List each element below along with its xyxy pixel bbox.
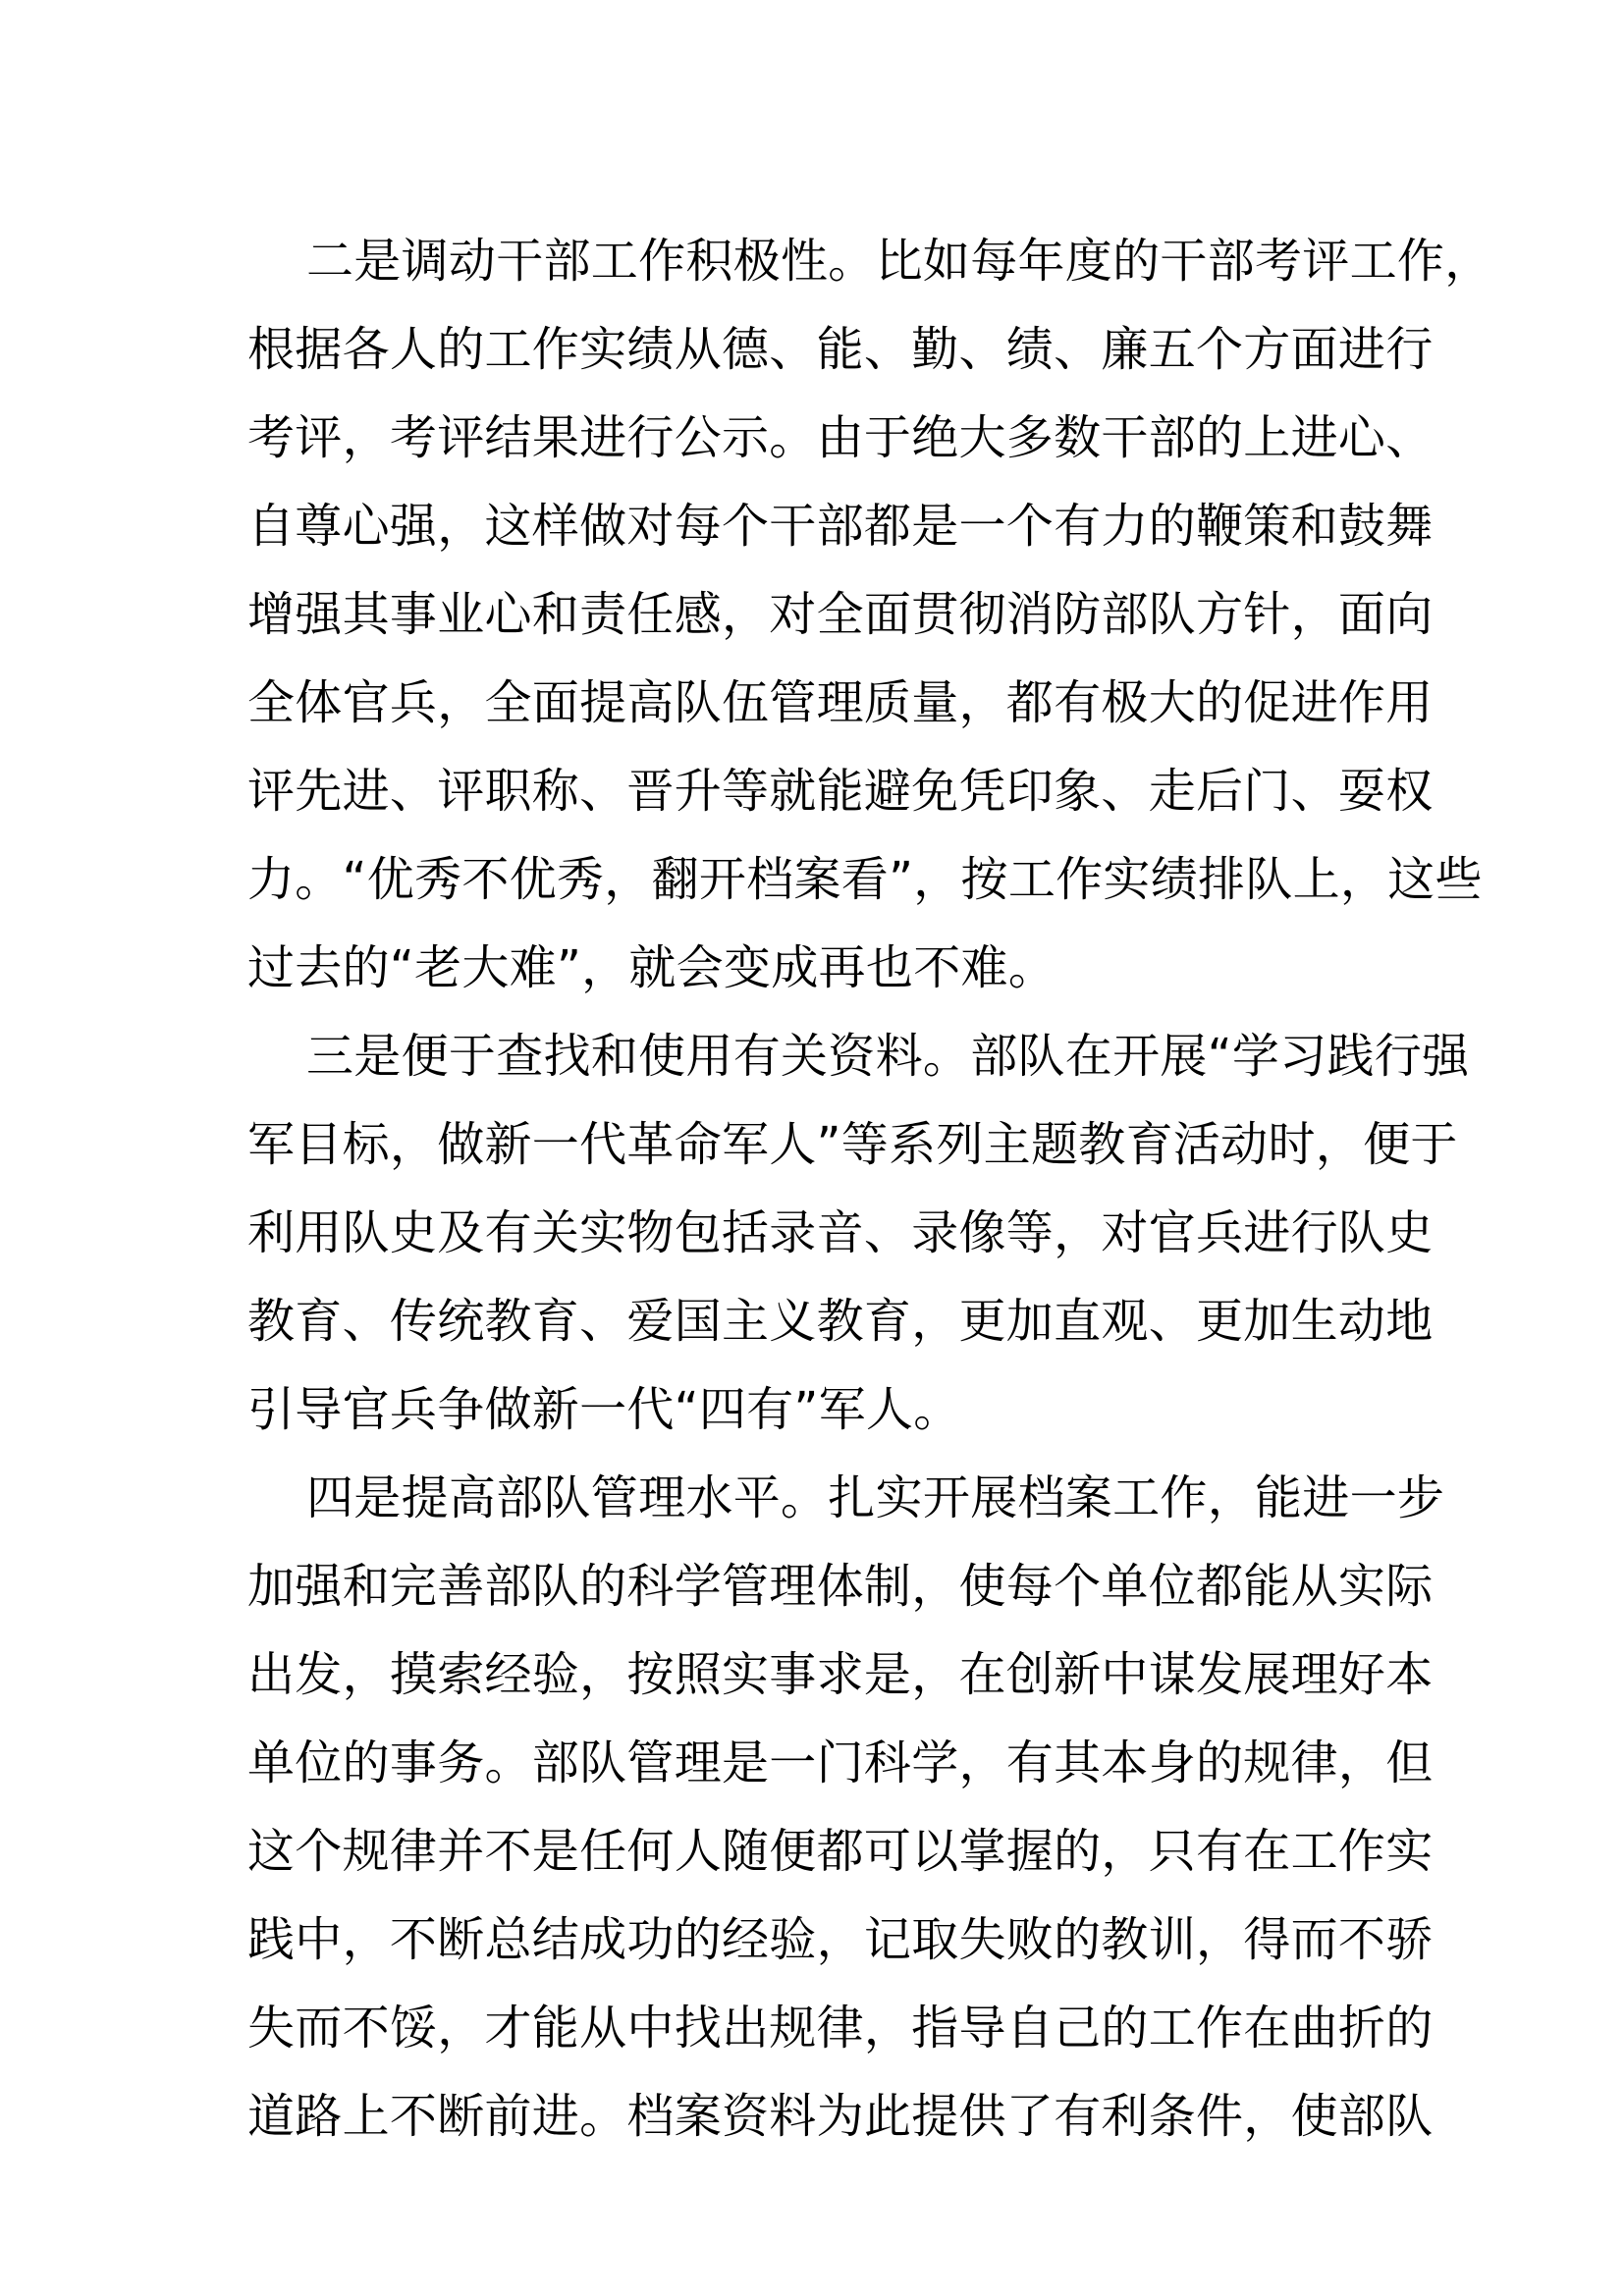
paragraph-line: 道路上不断前进。档案资料为此提供了有利条件，使部队 — [247, 2089, 1434, 2144]
paragraph-line: 失而不馁，才能从中找出规律，指导自己的工作在曲折的 — [247, 2001, 1434, 2056]
paragraph-line: 增强其事业心和责任感，对全面贯彻消防部队方针，面向 — [247, 587, 1434, 642]
paragraph-line: 过去的“老大难”，就会变成再也不难。 — [247, 940, 1056, 995]
paragraph-line: 军目标，做新一代革命军人”等系列主题教育活动时，便于 — [247, 1117, 1458, 1172]
paragraph-line: 出发，摸索经验，按照实事求是，在创新中谋发展理好本 — [247, 1647, 1434, 1702]
paragraph-line: 三是便于查找和使用有关资料。部队在开展“学习践行强 — [306, 1029, 1470, 1084]
paragraph-line: 四是提高部队管理水平。扎实开展档案工作，能进一步 — [306, 1470, 1445, 1525]
paragraph-line: 教育、传统教育、爱国主义教育，更加直观、更加生动地 — [247, 1294, 1434, 1349]
paragraph-line: 这个规律并不是任何人随便都可以掌握的，只有在工作实 — [247, 1824, 1434, 1879]
paragraph-line: 利用队史及有关实物包括录音、录像等，对官兵进行队史 — [247, 1205, 1434, 1260]
paragraph-line: 二是调动干部工作积极性。比如每年度的干部考评工作， — [306, 234, 1492, 289]
paragraph-line: 考评，考评结果进行公示。由于绝大多数干部的上进心、 — [247, 410, 1434, 465]
paragraph-line: 自尊心强，这样做对每个干部都是一个有力的鞭策和鼓舞 — [247, 499, 1434, 554]
paragraph-line: 引导官兵争做新一代“四有”军人。 — [247, 1382, 961, 1437]
paragraph-line: 评先进、评职称、晋升等就能避免凭印象、走后门、耍权 — [247, 764, 1434, 819]
paragraph-line: 全体官兵，全面提高队伍管理质量，都有极大的促进作用 — [247, 675, 1434, 730]
paragraph-line: 力。“优秀不优秀，翻开档案看”，按工作实绩排队上，这些 — [247, 852, 1483, 907]
paragraph-line: 根据各人的工作实绩从德、能、勤、绩、廉五个方面进行 — [247, 322, 1434, 377]
paragraph-line: 单位的事务。部队管理是一门科学，有其本身的规律，但 — [247, 1735, 1434, 1790]
paragraph-line: 加强和完善部队的科学管理体制，使每个单位都能从实际 — [247, 1559, 1434, 1614]
paragraph-line: 践中，不断总结成功的经验，记取失败的教训，得而不骄 — [247, 1912, 1434, 1967]
